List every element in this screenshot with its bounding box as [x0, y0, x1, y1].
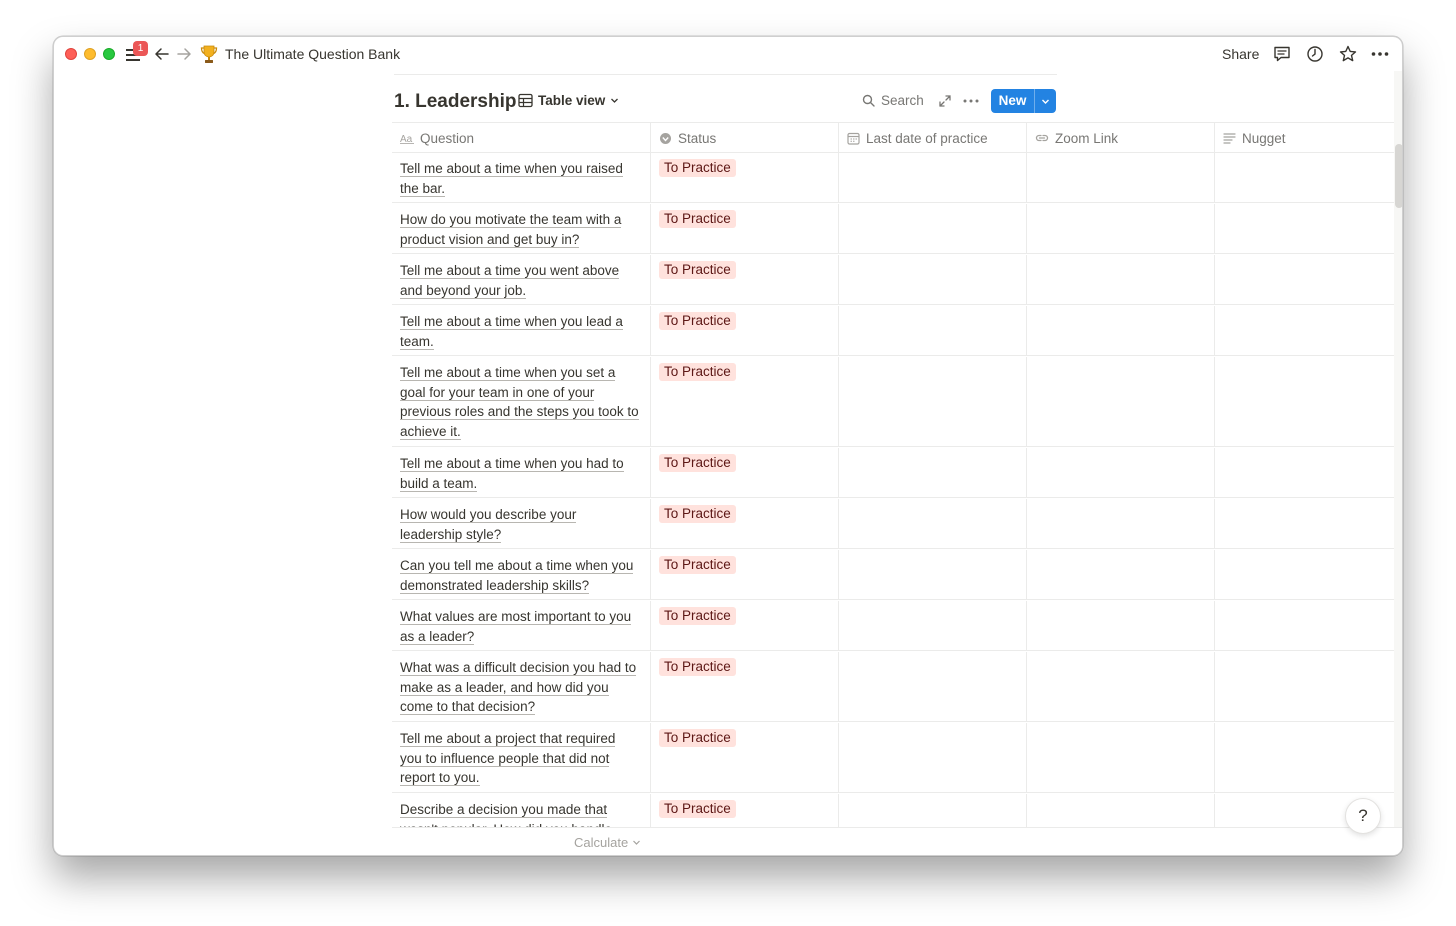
nugget-cell[interactable]	[1215, 448, 1403, 497]
header-divider	[394, 74, 1057, 75]
last-date-cell[interactable]	[839, 601, 1027, 650]
column-header-question[interactable]	[392, 123, 651, 153]
nugget-cell[interactable]	[1215, 306, 1403, 355]
view-switcher[interactable]	[518, 93, 619, 108]
chevron-down-icon	[610, 96, 619, 105]
question-text: Tell me about a time you went above and beyond your job.	[400, 263, 620, 298]
question-text: Can you tell me about a time when you demonstrated leadership skills?	[400, 558, 634, 593]
open-full-page-icon[interactable]	[937, 93, 953, 109]
question-cell[interactable]	[392, 357, 651, 446]
status-icon	[659, 132, 672, 145]
question-cell[interactable]	[392, 601, 651, 650]
search-button[interactable]	[862, 93, 924, 108]
nugget-cell[interactable]	[1215, 255, 1403, 304]
column-header-status[interactable]	[651, 123, 839, 153]
status-tag: To Practice	[659, 312, 736, 330]
last-date-cell[interactable]	[839, 499, 1027, 548]
text-lines-icon	[1223, 132, 1236, 144]
status-cell[interactable]	[651, 723, 839, 792]
question-cell[interactable]	[392, 153, 651, 202]
chevron-down-icon	[1041, 97, 1050, 106]
minimize-window-button[interactable]	[84, 48, 96, 60]
title-bar	[54, 37, 1402, 71]
zoom-link-cell[interactable]	[1027, 652, 1215, 721]
last-date-cell[interactable]	[839, 550, 1027, 599]
last-date-cell[interactable]	[839, 723, 1027, 792]
more-options-icon[interactable]	[1370, 44, 1390, 64]
question-text: Tell me about a time when you had to build a team.	[400, 456, 624, 491]
question-cell[interactable]	[392, 723, 651, 792]
status-cell[interactable]	[651, 255, 839, 304]
status-cell[interactable]	[651, 306, 839, 355]
column-label: Zoom Link	[1055, 130, 1119, 146]
last-date-cell[interactable]	[839, 204, 1027, 253]
zoom-link-cell[interactable]	[1027, 255, 1215, 304]
last-date-cell[interactable]	[839, 153, 1027, 202]
table-row[interactable]	[392, 306, 1403, 356]
svg-text:Aa: Aa	[400, 134, 413, 144]
view-label: Table view	[538, 93, 606, 108]
column-header-nugget[interactable]	[1215, 123, 1403, 153]
question-text: Tell me about a time when you lead a team.	[400, 314, 623, 349]
column-header-zoom-link[interactable]	[1027, 123, 1215, 153]
status-tag: To Practice	[659, 505, 736, 523]
question-text: How do you motivate the team with a product vision and get buy in?	[400, 212, 622, 247]
zoom-link-cell[interactable]	[1027, 306, 1215, 355]
zoom-link-cell[interactable]	[1027, 550, 1215, 599]
new-button[interactable]	[991, 89, 1056, 113]
question-cell[interactable]	[392, 550, 651, 599]
last-date-cell[interactable]	[839, 448, 1027, 497]
close-window-button[interactable]	[65, 48, 77, 60]
status-cell[interactable]	[651, 601, 839, 650]
table-footer	[392, 827, 1403, 856]
nugget-cell[interactable]	[1215, 499, 1403, 548]
question-cell[interactable]	[392, 306, 651, 355]
status-tag: To Practice	[659, 363, 736, 381]
column-label: Last date of practice	[866, 130, 988, 146]
question-cell[interactable]	[392, 652, 651, 721]
nugget-cell[interactable]	[1215, 723, 1403, 792]
status-cell[interactable]	[651, 499, 839, 548]
search-icon	[862, 94, 875, 107]
question-text: Describe a decision you made that	[400, 800, 640, 839]
question-cell[interactable]	[392, 448, 651, 497]
status-tag: To Practice	[659, 658, 736, 676]
app-window	[53, 36, 1403, 856]
column-header-last-date[interactable]	[839, 123, 1027, 153]
table-row[interactable]	[392, 153, 1403, 203]
zoom-link-cell[interactable]	[1027, 153, 1215, 202]
forward-arrow-icon[interactable]	[174, 44, 194, 64]
database-title[interactable]: 1. Leadership	[394, 91, 517, 112]
new-options-dropdown[interactable]	[1035, 89, 1056, 113]
table-header-row	[392, 122, 1403, 153]
last-date-cell[interactable]	[839, 357, 1027, 446]
nugget-cell[interactable]	[1215, 153, 1403, 202]
zoom-link-cell[interactable]	[1027, 499, 1215, 548]
share-button[interactable]: Share	[1222, 46, 1260, 62]
nugget-cell[interactable]	[1215, 652, 1403, 721]
status-cell[interactable]	[651, 448, 839, 497]
nugget-cell[interactable]	[1215, 550, 1403, 599]
table-row[interactable]	[392, 204, 1403, 254]
table-row[interactable]	[392, 601, 1403, 651]
calculate-button[interactable]	[574, 835, 641, 850]
zoom-link-cell[interactable]	[1027, 723, 1215, 792]
nugget-cell[interactable]	[1215, 601, 1403, 650]
column-label: Nugget	[1242, 130, 1286, 146]
help-button[interactable]: ?	[1345, 798, 1381, 834]
status-tag: To Practice	[659, 556, 736, 574]
page-title[interactable]: The Ultimate Question Bank	[225, 46, 401, 62]
trophy-icon	[200, 44, 218, 64]
question-text: Tell me about a time when you set a goal for your team in one of your previous roles and the steps you took to achieve it.	[400, 365, 639, 440]
status-cell[interactable]	[651, 357, 839, 446]
question-text: What was a difficult decision you had to make as a leader, and how did you come to that decision?	[400, 660, 637, 715]
status-tag: To Practice	[659, 454, 736, 472]
question-text: What values are most important to you as a leader?	[400, 609, 632, 644]
zoom-link-cell[interactable]	[1027, 448, 1215, 497]
table-row[interactable]	[392, 550, 1403, 600]
status-cell[interactable]	[651, 652, 839, 721]
status-cell[interactable]	[651, 550, 839, 599]
status-tag: To Practice	[659, 210, 736, 228]
table-row[interactable]	[392, 255, 1403, 305]
back-arrow-icon[interactable]	[152, 44, 172, 64]
question-text: How would you describe your leadership style?	[400, 507, 577, 542]
status-tag: To Practice	[659, 607, 736, 625]
last-date-cell[interactable]	[839, 306, 1027, 355]
table-view-icon	[518, 93, 533, 108]
status-tag: To Practice	[659, 159, 736, 177]
maximize-window-button[interactable]	[103, 48, 115, 60]
link-icon	[1035, 132, 1049, 144]
table-row[interactable]	[392, 357, 1403, 447]
scrollbar-thumb[interactable]	[1395, 144, 1403, 208]
column-label: Question	[420, 130, 475, 146]
zoom-link-cell[interactable]	[1027, 204, 1215, 253]
status-cell[interactable]	[651, 204, 839, 253]
status-tag: To Practice	[659, 729, 736, 747]
table-row[interactable]	[392, 499, 1403, 549]
nugget-cell[interactable]	[1215, 357, 1403, 446]
question-text: Tell me about a time when you raised the bar.	[400, 161, 623, 196]
last-date-cell[interactable]	[839, 255, 1027, 304]
calculate-label: Calculate	[574, 835, 629, 850]
question-cell[interactable]	[392, 255, 651, 304]
table-row[interactable]	[392, 652, 1403, 722]
column-label: Status	[678, 130, 717, 146]
history-clock-icon[interactable]	[1305, 44, 1325, 64]
chevron-down-icon	[632, 838, 641, 847]
table-row[interactable]	[392, 448, 1403, 498]
question-cell[interactable]	[392, 499, 651, 548]
table-row[interactable]	[392, 723, 1403, 793]
last-date-cell[interactable]	[839, 652, 1027, 721]
database-more-icon[interactable]	[962, 93, 980, 109]
title-icon	[400, 132, 414, 144]
favorite-star-icon[interactable]	[1338, 44, 1358, 64]
new-button-label: New	[998, 93, 1027, 108]
question-cell[interactable]	[392, 204, 651, 253]
question-text: Tell me about a project that required you to influence people that did not report to you.	[400, 731, 616, 786]
search-label: Search	[881, 93, 924, 108]
notification-badge: 1	[133, 41, 148, 56]
status-cell[interactable]	[651, 153, 839, 202]
nugget-cell[interactable]	[1215, 204, 1403, 253]
calendar-icon	[847, 132, 860, 145]
zoom-link-cell[interactable]	[1027, 357, 1215, 446]
status-tag: To Practice	[659, 261, 736, 279]
comments-icon[interactable]	[1272, 44, 1292, 64]
status-tag: To Practice	[659, 800, 736, 818]
zoom-link-cell[interactable]	[1027, 601, 1215, 650]
